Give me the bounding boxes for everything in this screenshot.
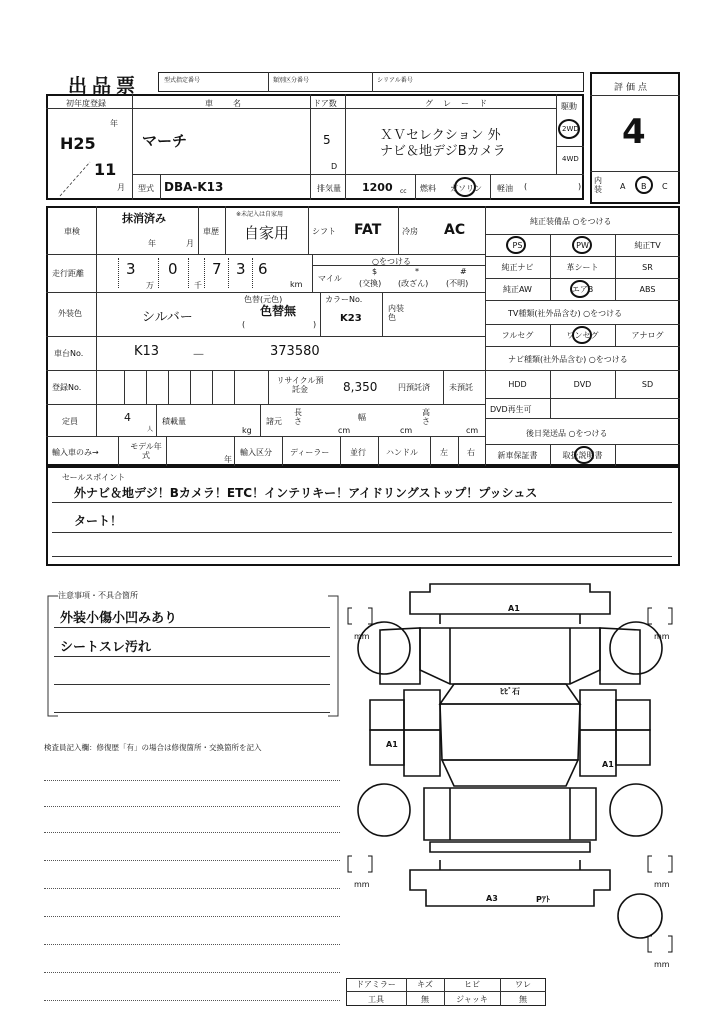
inspector-label: 検査員記入欄：修復歴「有」の場合は修復箇所・交換箇所を記入	[44, 743, 262, 752]
first-reg-month: 11	[94, 160, 117, 179]
inspection-label: 車検	[64, 227, 80, 236]
spec-height: 高さ	[422, 408, 430, 426]
model-value: DBA-K13	[164, 180, 224, 194]
doors-value: 5	[323, 133, 331, 147]
mileage-unit-man: 万	[146, 281, 154, 290]
mileage-digit-2: 0	[168, 260, 178, 278]
exterior-value: シルバー	[142, 310, 193, 325]
import-parallel: 並行	[350, 448, 366, 457]
fuel-label: 燃料	[420, 184, 436, 193]
legend-break: ワレ	[515, 980, 531, 989]
equip-ps: PS	[512, 240, 523, 250]
dvd-label: DVD再生可	[490, 405, 532, 414]
model-year-label: モデル年式	[130, 442, 162, 460]
legend-tools-value: 無	[421, 994, 429, 1004]
type-no-label: 型式指定番号	[164, 77, 201, 84]
chassis-prefix: K13	[134, 344, 160, 359]
tv-oneseg-circle	[572, 326, 592, 344]
interior-label: 内装	[594, 176, 602, 194]
spec-length: 長さ	[294, 408, 302, 426]
import-type-label: 輸入区分	[240, 448, 272, 457]
drive-4wd: 4WD	[562, 155, 579, 163]
fuel-circle	[454, 177, 476, 197]
color-no-label: カラーNo.	[325, 295, 363, 304]
serial-label: シリアル番号	[377, 77, 413, 84]
fuel-value: ガソリン	[450, 184, 482, 193]
handle-left: 左	[440, 448, 448, 457]
recycle-unit: 円預託済	[398, 383, 430, 392]
history-label: 車歴	[203, 227, 219, 236]
drive-label: 駆動	[561, 102, 577, 111]
mileage-unit-sen: 千	[194, 281, 202, 290]
mark-front: A1	[508, 604, 520, 613]
year-unit: 年	[110, 119, 118, 128]
notes-line2: シートスレ汚れ	[60, 640, 151, 655]
ac-value: AC	[444, 222, 466, 238]
interior-option-c: C	[662, 182, 668, 191]
car-name-value: マーチ	[142, 132, 188, 150]
first-reg-label: 初年度登録	[66, 99, 106, 108]
spec-length-unit: cm	[338, 426, 351, 435]
capacity-value: 4	[124, 411, 131, 424]
sales-block	[46, 466, 680, 566]
equip-leather: 革シート	[566, 262, 599, 272]
later-title: 後日発送品 ○をつける	[526, 429, 608, 438]
equip-ps-circle	[506, 236, 526, 254]
displacement-value: 1200	[362, 181, 393, 194]
mark-right: A1	[602, 760, 614, 769]
shift-label: シフト	[312, 227, 336, 236]
chassis-dash: －	[192, 348, 206, 363]
interior-option-b-circle	[635, 176, 653, 194]
tv-analog: アナログ	[631, 330, 664, 340]
legend-jack: ジャッキ	[456, 994, 488, 1004]
mileage-digit-4: 3	[236, 260, 246, 278]
legend-door-mirror: ドアミラー	[356, 980, 396, 989]
mileage-opt-tamper: (改ざん)	[398, 279, 429, 288]
history-value: 自家用	[244, 224, 290, 242]
mm-rear-left: mm	[354, 880, 370, 889]
notes-label: 注意事項・不具合箇所	[58, 591, 138, 600]
recycle-label: リサイクル預託金	[276, 376, 324, 394]
mm-rear-right: mm	[654, 880, 670, 889]
diesel-label: 軽油	[497, 184, 513, 193]
doors-suffix: D	[331, 162, 338, 171]
rating-value: 4	[622, 112, 646, 152]
grade-label: グレード	[425, 99, 497, 108]
recycle-unpaid: 未預託	[449, 383, 473, 392]
mileage-mile: マイル	[318, 274, 342, 283]
displacement-label: 排気量	[317, 184, 341, 193]
exterior-label: 外装色	[58, 309, 82, 318]
inspection-year-unit: 年	[148, 239, 156, 248]
grade-line2: ナビ＆地デジBカメラ	[380, 144, 506, 159]
color-change-label: 色替(元色)	[244, 295, 283, 304]
equipment-title: 純正装備品 ○をつける	[530, 217, 612, 226]
slash-line	[50, 108, 132, 200]
equip-pw-circle	[572, 236, 592, 254]
spec-width-unit: cm	[400, 426, 413, 435]
displacement-unit: cc	[400, 188, 407, 195]
drive-2wd: 2WD	[562, 125, 579, 133]
interior-option-b: B	[641, 182, 647, 191]
load-unit: kg	[242, 426, 252, 435]
mileage-opt-star: *	[415, 267, 419, 276]
later-manual: 取扱説明書	[562, 450, 603, 460]
recycle-value: 8,350	[343, 380, 378, 394]
equip-aw: 純正AW	[503, 284, 532, 294]
capacity-label: 定員	[62, 417, 78, 426]
month-unit: 月	[117, 183, 125, 192]
shift-value: FAT	[354, 222, 382, 238]
capacity-unit: 人	[147, 426, 154, 433]
mark-rear-bumper: A3	[486, 894, 498, 903]
handle-label: ハンドル	[386, 448, 418, 457]
history-note: ※未記入は自家用	[236, 211, 284, 218]
equip-sr: SR	[642, 262, 653, 272]
mark-left: A1	[386, 740, 398, 749]
nav-hdd: HDD	[508, 379, 527, 389]
spec-label: 諸元	[266, 417, 282, 426]
mileage-opt-hash: #	[460, 267, 467, 276]
legend-crack: ヒビ	[464, 980, 480, 989]
doors-label: ドア数	[313, 99, 337, 108]
ac-label: 冷房	[402, 227, 418, 236]
import-dealer: ディーラー	[290, 448, 330, 457]
mm-front-left: mm	[354, 632, 370, 641]
diesel-paren-close: )	[578, 182, 582, 191]
spec-height-unit: cm	[466, 426, 479, 435]
form-title: 出品票	[68, 75, 141, 97]
color-change-paren-close: )	[313, 320, 317, 329]
mileage-opt-dollar: $	[372, 267, 378, 276]
inspection-value: 抹消済み	[122, 212, 166, 225]
nav-dvd: DVD	[573, 379, 592, 389]
sales-line2: タート！	[74, 514, 123, 528]
equip-tv: 純正TV	[634, 240, 661, 250]
mileage-label: 走行距離	[52, 269, 84, 278]
equip-airbag: エアB	[571, 284, 594, 294]
car-name-label: 車名	[205, 99, 261, 108]
nav-title: ナビ種類(社外品含む) ○をつける	[508, 355, 628, 364]
mileage-digit-5: 6	[258, 260, 268, 278]
mm-spare: mm	[654, 960, 670, 969]
mm-front-right: mm	[654, 632, 670, 641]
legend-tools: 工具	[368, 994, 384, 1004]
model-label: 型式	[138, 184, 154, 193]
equip-navi: 純正ナビ	[501, 262, 534, 272]
interior-option-a: A	[620, 182, 626, 191]
tv-fullseg: フルセグ	[501, 330, 534, 340]
import-label: 輸入車のみ→	[52, 448, 99, 457]
equip-abs: ABS	[639, 284, 656, 294]
diesel-paren-open: (	[524, 182, 528, 191]
mileage-opt-unknown: (不明)	[446, 279, 469, 288]
tv-title: TV種類(社外品含む) ○をつける	[508, 309, 623, 318]
color-no-value: K23	[340, 313, 362, 324]
nav-sd: SD	[641, 379, 654, 389]
chassis-number: 373580	[270, 344, 320, 359]
chassis-label: 車台No.	[54, 349, 84, 358]
legend-scratch: キズ	[417, 980, 433, 989]
rating-label: 評価点	[614, 83, 651, 93]
mileage-opt-exchange: (交換)	[359, 279, 382, 288]
mileage-circle-note: ○をつける	[372, 257, 411, 266]
mark-windshield: ﾋﾋﾞ石	[500, 687, 520, 696]
interior-color-label: 内装色	[388, 304, 404, 322]
equip-pw: PW	[576, 240, 589, 250]
handle-right: 右	[467, 448, 475, 457]
mileage-digit-1: 3	[126, 260, 136, 278]
first-reg-year: H25	[60, 134, 96, 153]
header-id-row	[158, 72, 584, 92]
reg-label: 登録No.	[52, 383, 82, 392]
color-change-paren-open: (	[242, 320, 246, 329]
model-year-unit: 年	[224, 455, 232, 464]
later-manual-circle	[574, 446, 594, 464]
spec-width: 幅	[358, 413, 366, 422]
mileage-unit-km: km	[290, 280, 303, 289]
sales-line1: 外ナビ＆地デジ！Bカメラ！ETC！インテリキー！アイドリングストップ！プッシュス	[74, 486, 538, 500]
notes-line1: 外装小傷小凹みあり	[60, 611, 178, 626]
load-label: 積載量	[162, 417, 186, 426]
legend-jack-value: 無	[519, 994, 527, 1004]
inspection-month-unit: 月	[186, 239, 194, 248]
later-warranty: 新車保証書	[497, 450, 538, 460]
drive-2wd-circle	[558, 119, 580, 139]
tv-oneseg: ワンセグ	[566, 330, 599, 340]
sales-label: セールスポイント	[62, 473, 126, 482]
grade-line1: ＸＶセレクション 外	[380, 128, 501, 143]
mileage-digit-3: 7	[212, 260, 222, 278]
equip-airbag-circle	[570, 280, 590, 298]
mark-rear-right: Pｱﾄ	[536, 895, 550, 904]
color-change-value: 色替無	[260, 304, 297, 318]
class-no-label: 類別区分番号	[273, 77, 310, 84]
